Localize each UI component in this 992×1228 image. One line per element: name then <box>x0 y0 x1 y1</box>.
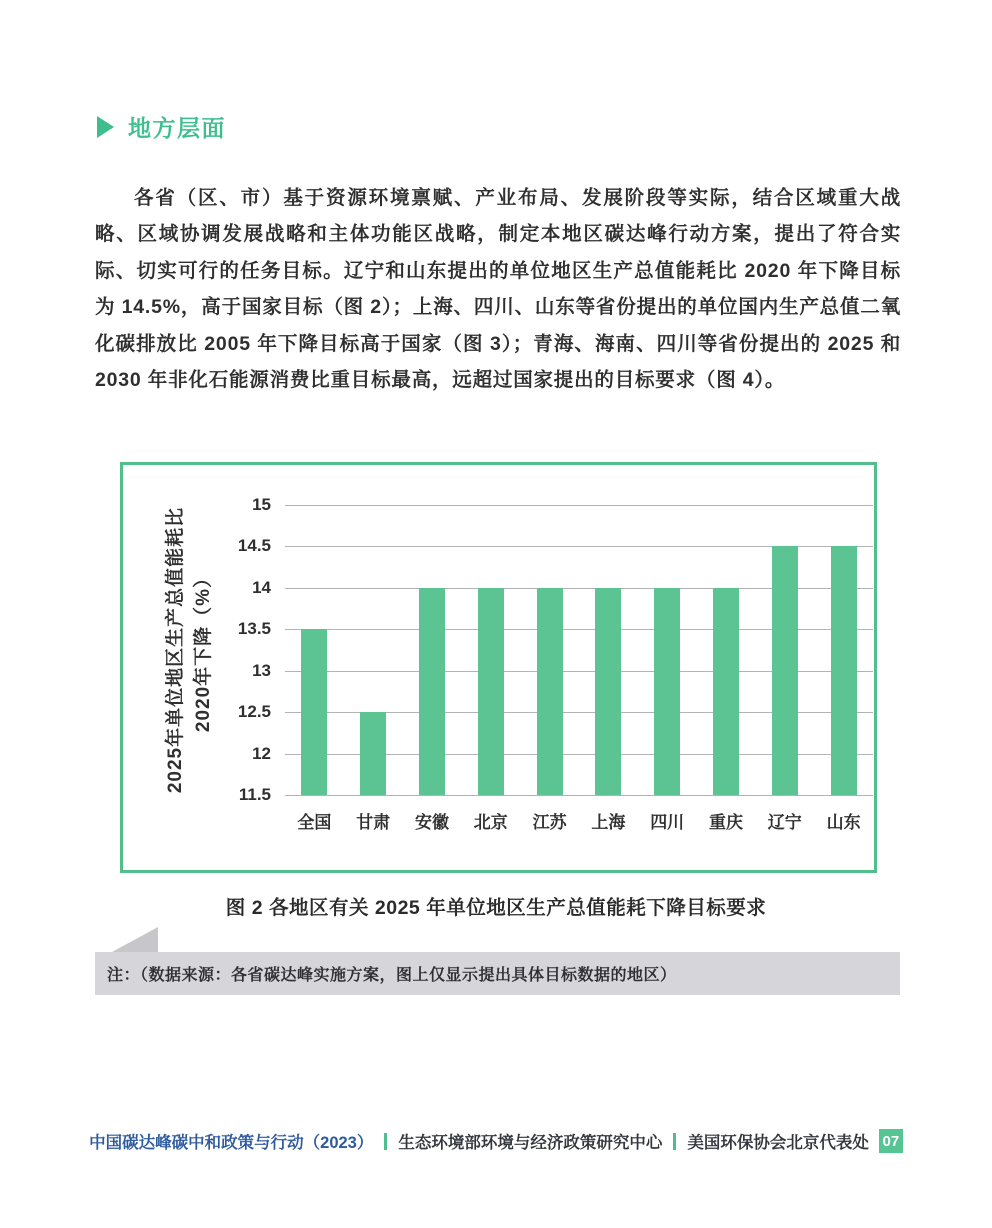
x-tick-label: 辽宁 <box>767 813 802 832</box>
triangle-bullet-icon <box>97 116 114 138</box>
bar-甘肃 <box>360 712 386 795</box>
footer-divider <box>673 1133 676 1150</box>
note-corner-decoration <box>112 927 158 952</box>
bar-山东 <box>831 546 857 795</box>
x-tick-label: 全国 <box>297 813 332 832</box>
bar-辽宁 <box>772 546 798 795</box>
bar-安徽 <box>419 588 445 795</box>
x-tick-label: 上海 <box>591 813 626 832</box>
y-tick-label: 13.5 <box>237 619 271 639</box>
x-tick-label: 甘肃 <box>356 813 391 832</box>
bar-江苏 <box>537 588 563 795</box>
bar-四川 <box>654 588 680 795</box>
y-tick-label: 11.5 <box>238 785 271 804</box>
y-tick-label: 15 <box>252 495 271 514</box>
y-tick-label: 12.5 <box>237 702 271 722</box>
page-number-badge: 07 <box>879 1129 903 1153</box>
x-tick-label: 北京 <box>473 813 508 832</box>
x-tick-label: 山东 <box>826 813 861 832</box>
y-tick-label: 13 <box>252 660 271 680</box>
body-paragraph: 各省（区、市）基于资源环境禀赋、产业布局、发展阶段等实际，结合区域重大战略、区域协调发展战略和主体功能区战略，制定本地区碳达峰行动方案，提出了符合实际、切实可行的任务目标。辽宁和山东提出的单位地区生产总值能耗比 2020 年下降目标为 14.5%，高于国家目标（图 2）；上海、四川、山东等省份提出的单位国内生产总值二氧化碳排放比 2005 年下降目标高于国家（图 3）；青海、海南、四川等省份提出的 2025 和 2030 年非化石能源消费比重目标最高，远超过国家提出的目标要求（图 4）。 <box>95 186 901 392</box>
y-axis-title-line1: 2025年单位地区生产总值能耗比 <box>165 506 186 794</box>
bar-chart <box>120 462 877 873</box>
plot-area <box>165 495 873 832</box>
section-title: 地方层面 <box>128 115 226 141</box>
x-tick-label: 江苏 <box>532 813 567 832</box>
bar-重庆 <box>713 588 739 795</box>
x-tick-label: 安徽 <box>415 813 449 832</box>
footer-org-1: 生态环境部环境与经济政策研究中心 <box>398 1134 663 1152</box>
bar-北京 <box>478 588 504 795</box>
footer-org-2: 美国环保协会北京代表处 <box>687 1134 869 1152</box>
section-header <box>97 110 226 143</box>
y-tick-label: 14.5 <box>237 536 271 556</box>
footer-report-title: 中国碳达峰碳中和政策与行动（2023） <box>89 1134 374 1152</box>
gridline <box>285 795 873 796</box>
figure-caption: 图 2 各地区有关 2025 年单位地区生产总值能耗下降目标要求 <box>225 897 767 919</box>
bar-上海 <box>595 588 621 795</box>
x-tick-label: 重庆 <box>709 813 743 832</box>
y-axis-title-line2: 2020年下降（%） <box>193 567 214 733</box>
y-axis-title <box>162 507 218 793</box>
note-box <box>95 952 900 995</box>
y-tick-label: 14 <box>252 577 271 597</box>
footer <box>0 1129 992 1153</box>
gridline <box>285 505 873 506</box>
footer-divider <box>384 1133 387 1150</box>
y-tick-label: 12 <box>252 743 271 763</box>
note-text: 注：（数据来源：各省碳达峰实施方案，图上仅显示提出具体目标数据的地区） <box>107 967 677 984</box>
bar-全国 <box>301 629 327 795</box>
x-tick-label: 四川 <box>650 813 685 832</box>
